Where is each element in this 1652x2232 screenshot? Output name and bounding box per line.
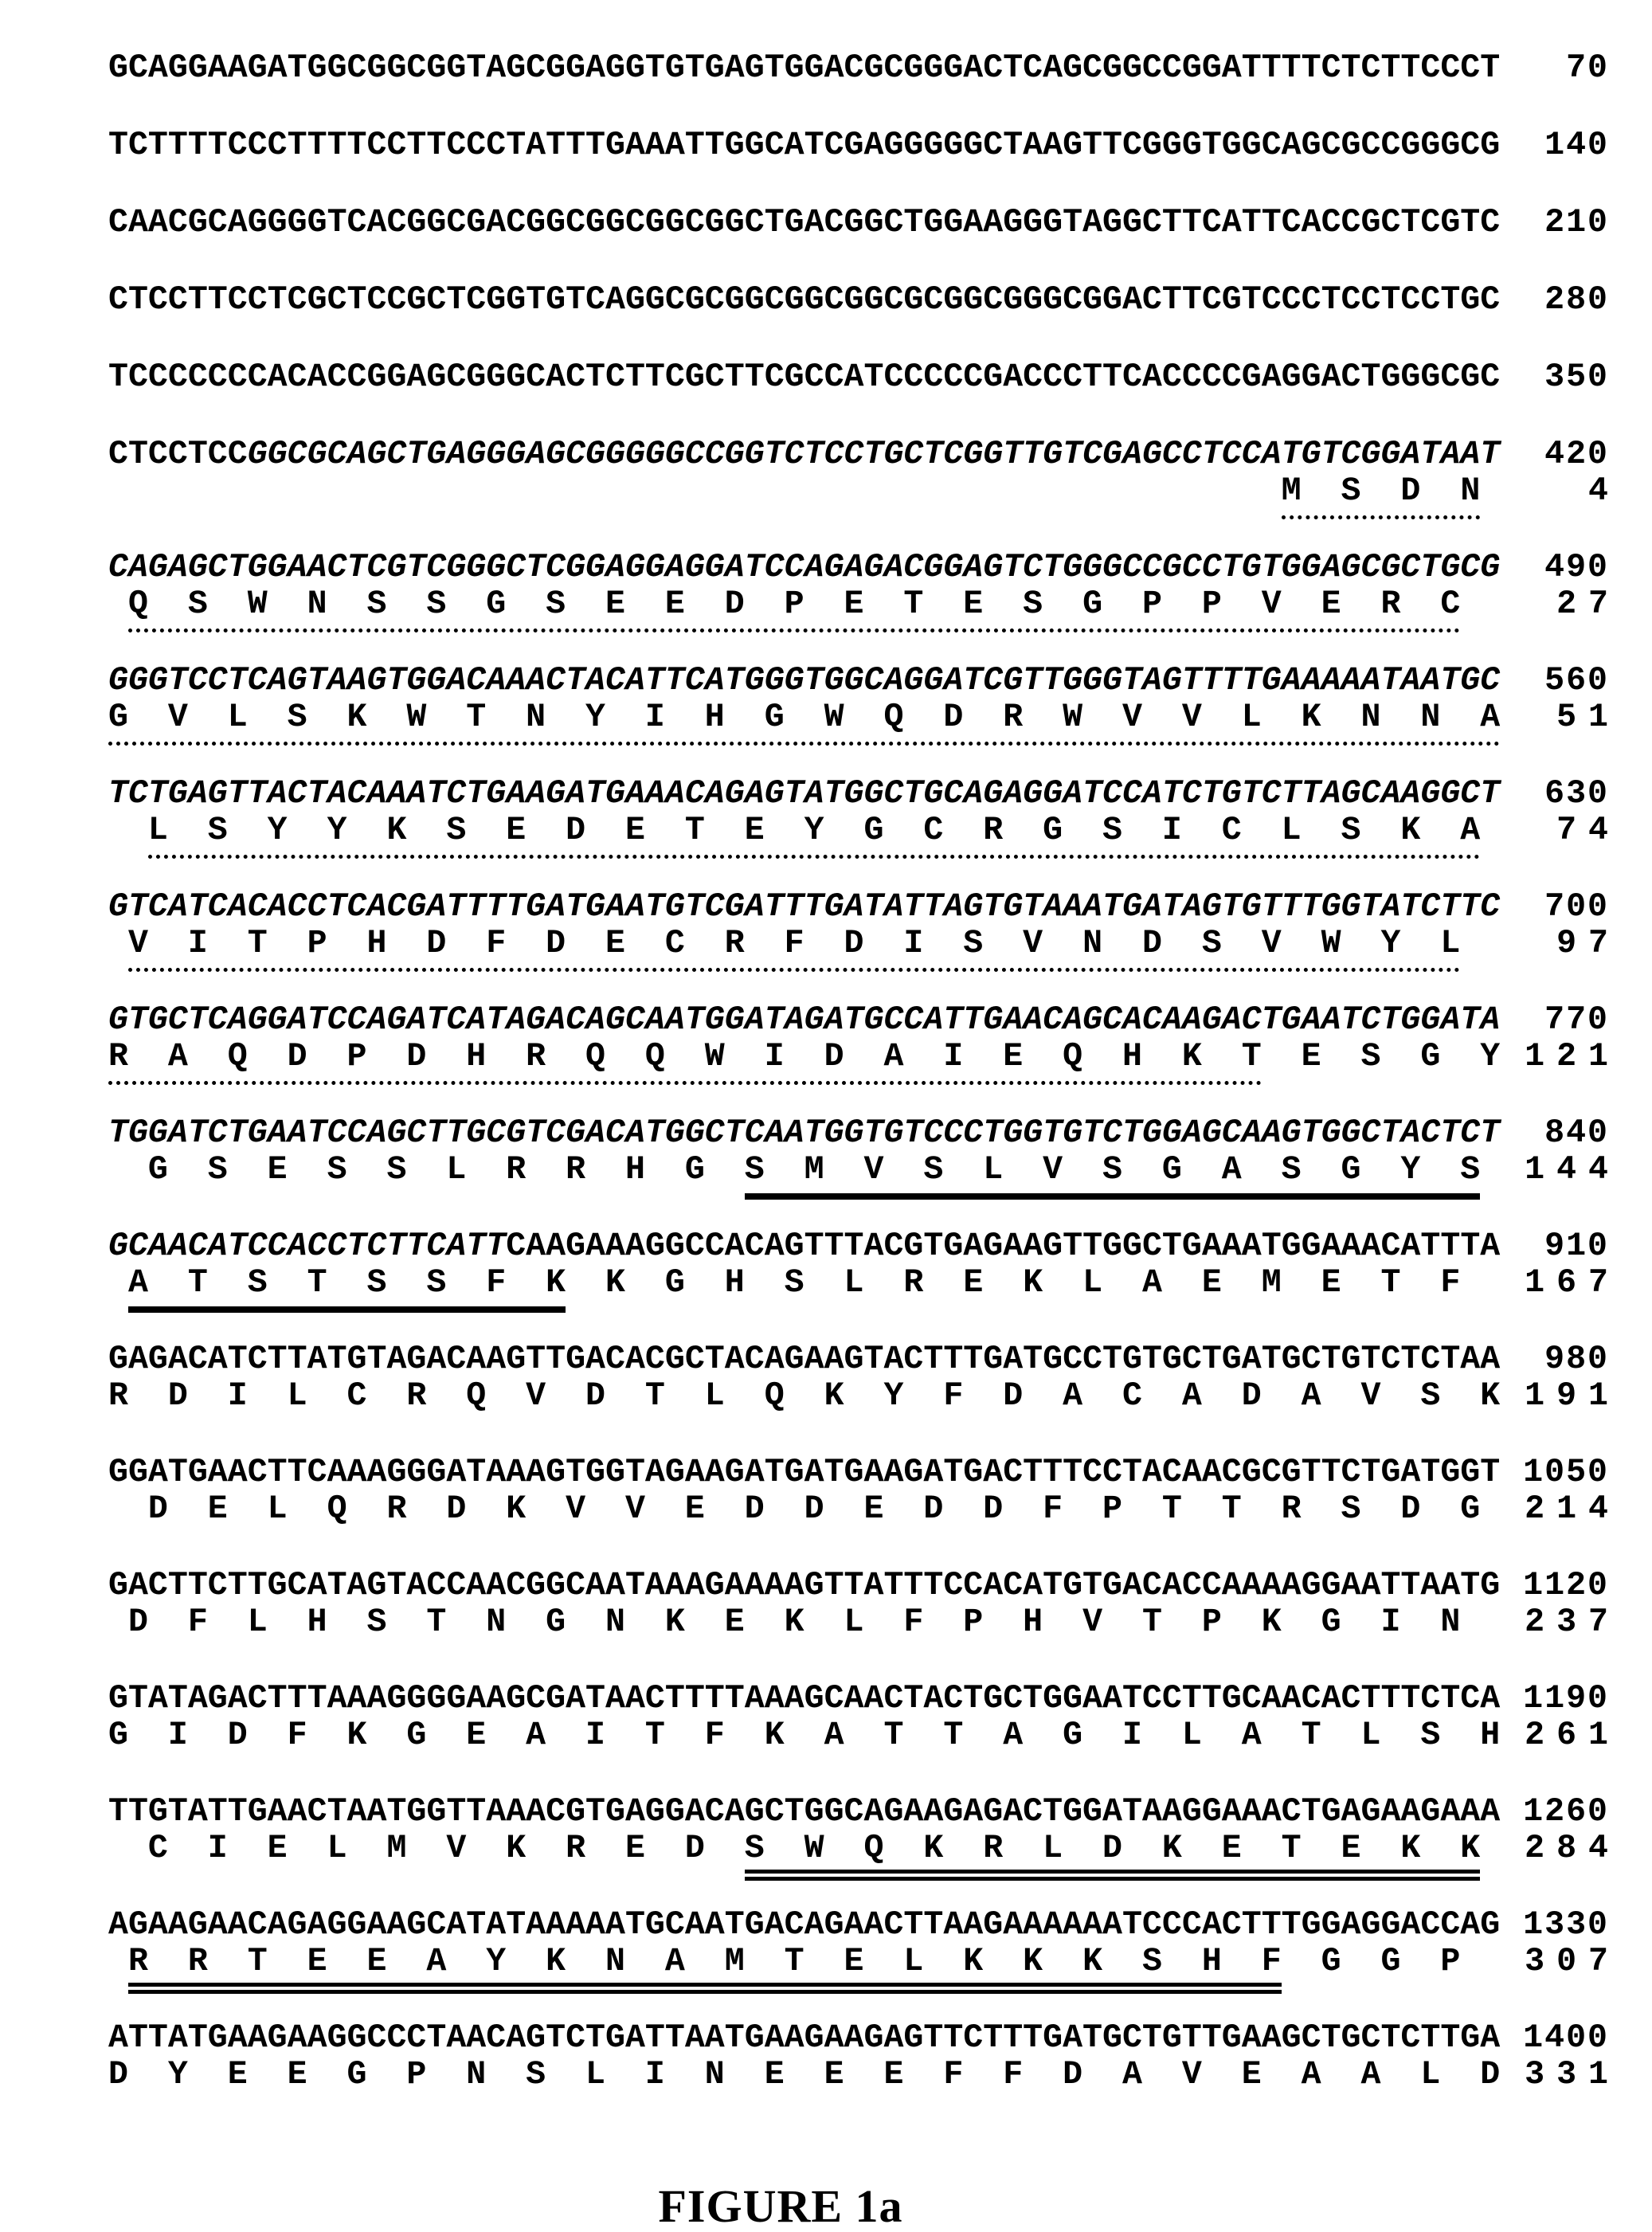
nucleotide-sequence: CAGAGCTGGAACTCGTCGGGCTCGGAGGAGGATCCAGAGACGGAGTCTGGGCCGCCTGTGGAGCGCTGCG [108,549,1501,586]
sequence-block [108,1675,1652,1788]
position-number: 1190 [1523,1680,1609,1717]
position-number: 420 [1544,436,1609,473]
position-number: 140 [1544,127,1609,164]
amino-acid-sequence: A T S T S S F K K G H S L R E K L A E M E T F [108,1264,1460,1313]
sequence-block [108,431,1652,544]
sequence-block [108,199,1652,276]
amino-acid-sequence: R R T E E A Y K N A M T E L K K K S H F G G P [108,1943,1460,1994]
amino-acid-sequence: L S Y Y K S E D E T E Y G C R G S I C L S K A [108,812,1480,859]
position-number: 350 [1544,358,1609,396]
amino-acid-sequence: V I T P H D F D E C R F D I S V N D S V W Y L [108,925,1460,972]
nucleotide-line [108,45,1652,92]
nucleotide-sequence: GGATGAACTTCAAAGGGATAAAGTGGTAGAAGATGATGAAGATGACTTTCCTACAACGCGTTCTGATGGT [108,1454,1501,1491]
amino-acid-line [108,1712,1652,1760]
amino-acid-line [108,1372,1652,1420]
position-number: 280 [1544,281,1609,319]
nucleotide-sequence: TGGATCTGAATCCAGCTTGCGTCGACATGGCTCAATGGTGTCCCTGGTGTCTGGAGCAAGTGGCTACTCT [108,1114,1501,1152]
nucleotide-sequence: GGGTCCTCAGTAAGTGGACAAACTACATTCATGGGTGGCAGGATCGTTGGGTAGTTTTGAAAAATAATGC [108,662,1501,699]
nucleotide-sequence: CTCCTCCGGCGCAGCTGAGGGAGCGGGGGCCGGTCTCCTGCTCGGTTGTCGAGCCTCCATGTCGGATAAT [108,436,1501,473]
sequence-block [108,544,1652,657]
nucleotide-sequence: AGAAGAACAGAGGAAGCATATAAAAATGCAATGACAGAACTTAAGAAAAAATCCCACTTTGGAGGACCAG [108,1906,1501,1944]
position-number: 630 [1544,775,1609,813]
sequence-block [108,1336,1652,1449]
amino-acid-line [108,807,1652,855]
sequence-block [108,770,1652,883]
amino-acid-sequence: D Y E E G P N S L I N E E E F F D A V E A A L D [108,2056,1501,2093]
nucleotide-sequence: TCTTTTCCCTTTTCCTTCCCTATTTGAAATTGGCATCGAGGGGGCTAAGTTCGGGTGGCAGCGCCGGGCG [108,127,1501,164]
position-number: 1120 [1523,1567,1609,1604]
position-number: 770 [1544,1001,1609,1039]
amino-acid-sequence: G V L S K W T N Y I H G W Q D R W V V L K N N A [108,699,1500,746]
residue-number: 261 [1525,1717,1620,1754]
nucleotide-sequence: GTCATCACACCTCACGATTTTGATGAATGTCGATTTGATATTAGTGTAAATGATAGTGTTTGGTATCTTC [108,888,1501,926]
sequence-block [108,997,1652,1110]
nucleotide-sequence: GAGACATCTTATGTAGACAAGTTGACACGCTACAGAAGTACTTTGATGCCTGTGCTGATGCTGTCTCTAA [108,1341,1501,1378]
nucleotide-line [108,276,1652,324]
amino-acid-line [108,1486,1652,1533]
amino-acid-sequence: G I D F K G E A I T F K A T T A G I L A T L S H [108,1717,1501,1754]
position-number: 1330 [1523,1906,1609,1944]
nucleotide-line [108,122,1652,170]
residue-number: 144 [1525,1151,1620,1188]
amino-acid-line [108,2051,1652,2099]
sequence-block [108,657,1652,770]
residue-number: 307 [1525,1943,1620,1980]
position-number: 840 [1544,1114,1609,1152]
amino-acid-sequence: D F L H S T N G N K E K L F P H V T P K G I N [127,1604,1461,1641]
amino-acid-line [108,694,1652,742]
position-number: 1400 [1523,2019,1609,2057]
nucleotide-line [108,199,1652,247]
amino-acid-line [108,1033,1652,1081]
sequence-block [108,276,1652,354]
nucleotide-sequence: ATTATGAAGAAGGCCCTAACAGTCTGATTAATGAAGAAGAGTTCTTTGATGCTGTTGAAGCTGCTCTTGA [108,2019,1501,2057]
residue-number: 237 [1525,1604,1620,1641]
amino-acid-line [108,920,1652,968]
amino-acid-line [108,1599,1652,1647]
amino-acid-line [108,1146,1652,1194]
figure-caption: FIGURE 1a [658,2180,903,2232]
nucleotide-sequence: CTCCTTCCTCGCTCCGCTCGGTGTCAGGCGCGGCGGCGGCGCGGCGGGCGGACTTCGTCCCTCCTCCTGC [108,281,1501,319]
nucleotide-sequence: GCAGGAAGATGGCGGCGGTAGCGGAGGTGTGAGTGGACGCGGGACTCAGCGGCCGGATTTTCTCTTCCCT [108,49,1501,87]
nucleotide-sequence: GTGCTCAGGATCCAGATCATAGACAGCAATGGATAGATGCCATTGAACAGCACAAGACTGAATCTGGATA [108,1001,1501,1039]
sequence-block [108,1449,1652,1562]
amino-acid-sequence: R A Q D P D H R Q Q W I D A I E Q H K T E S G Y [108,1038,1500,1085]
amino-acid-sequence: G S E S S L R R H G S M V S L V S G A S G Y S [108,1151,1480,1200]
nucleotide-sequence: CAACGCAGGGGTCACGGCGACGGCGGCGGCGGCTGACGGCTGGAAGGGTAGGCTTCATTCACCGCTCGTC [108,204,1501,241]
residue-number: 97 [1556,925,1620,962]
residue-number: 51 [1556,699,1620,736]
residue-number: 27 [1556,585,1620,623]
position-number: 210 [1544,204,1609,241]
position-number: 910 [1544,1228,1609,1265]
amino-acid-line [108,1825,1652,1873]
sequence-block [108,2015,1652,2128]
nucleotide-sequence: GCAACATCCACCTCTTCATTCAAGAAAGGCCACAGTTTACGTGAGAAGTTGGCTGAAATGGAAACATTTA [108,1228,1501,1265]
sequence-block [108,122,1652,199]
position-number: 700 [1544,888,1609,926]
nucleotide-sequence: GACTTCTTGCATAGTACCAACGGCAATAAAGAAAAGTTATTTCCACATGTGACACCAAAAGGAATTAATG [108,1567,1501,1604]
residue-number: 284 [1525,1830,1620,1867]
sequence-block [108,883,1652,997]
amino-acid-line [108,468,1652,515]
amino-acid-sequence: D E L Q R D K V V E D D E D D F P T T R S D G [147,1490,1481,1528]
sequence-block [108,1788,1652,1901]
residue-number: 191 [1525,1377,1620,1415]
amino-acid-line [108,581,1652,628]
amino-acid-sequence: C I E L M V K R E D S W Q K R L D K E T E K K [108,1830,1480,1881]
residue-number: 214 [1525,1490,1620,1528]
residue-number: 74 [1556,812,1620,849]
nucleotide-sequence: TTGTATTGAACTAATGGTTAAACGTGAGGACAGCTGGCAGAAGAGACTGGATAAGGAAACTGAGAAGAAA [108,1793,1501,1831]
position-number: 1050 [1523,1454,1609,1491]
amino-acid-sequence: Q S W N S S G S E E D P E T E S G P P V E R C [108,585,1460,632]
position-number: 1260 [1523,1793,1609,1831]
sequence-block [108,1562,1652,1675]
amino-acid-sequence: M S D N [108,472,1480,519]
residue-number: 4 [1588,472,1620,510]
position-number: 980 [1544,1341,1609,1378]
amino-acid-sequence: R D I L C R Q V D T L Q K Y F D A C A D A V S K [108,1377,1501,1415]
residue-number: 121 [1525,1038,1620,1075]
nucleotide-sequence: TCCCCCCCACACCGGAGCGGGCACTCTTCGCTTCGCCATCCCCCGACCCTTCACCCCGAGGACTGGGCGC [108,358,1501,396]
sequence-block [108,1901,1652,2015]
sequence-block [108,1223,1652,1336]
sequence-block [108,1110,1652,1223]
sequence-block [108,45,1652,122]
position-number: 70 [1566,49,1609,87]
sequence-block [108,354,1652,431]
sequence-listing [108,45,1652,2128]
nucleotide-line [108,354,1652,401]
nucleotide-sequence: TCTGAGTTACTACAAATCTGAAGATGAAACAGAGTATGGCTGCAGAGGATCCATCTGTCTTAGCAAGGCT [108,775,1501,813]
residue-number: 167 [1525,1264,1620,1302]
position-number: 560 [1544,662,1609,699]
residue-number: 331 [1525,2056,1620,2093]
amino-acid-line [108,1938,1652,1986]
amino-acid-line [108,1259,1652,1307]
position-number: 490 [1544,549,1609,586]
nucleotide-sequence: GTATAGACTTTAAAGGGGAAGCGATAACTTTTAAAGCAACTACTGCTGGAATCCTTGCAACACTTTCTCA [108,1680,1501,1717]
